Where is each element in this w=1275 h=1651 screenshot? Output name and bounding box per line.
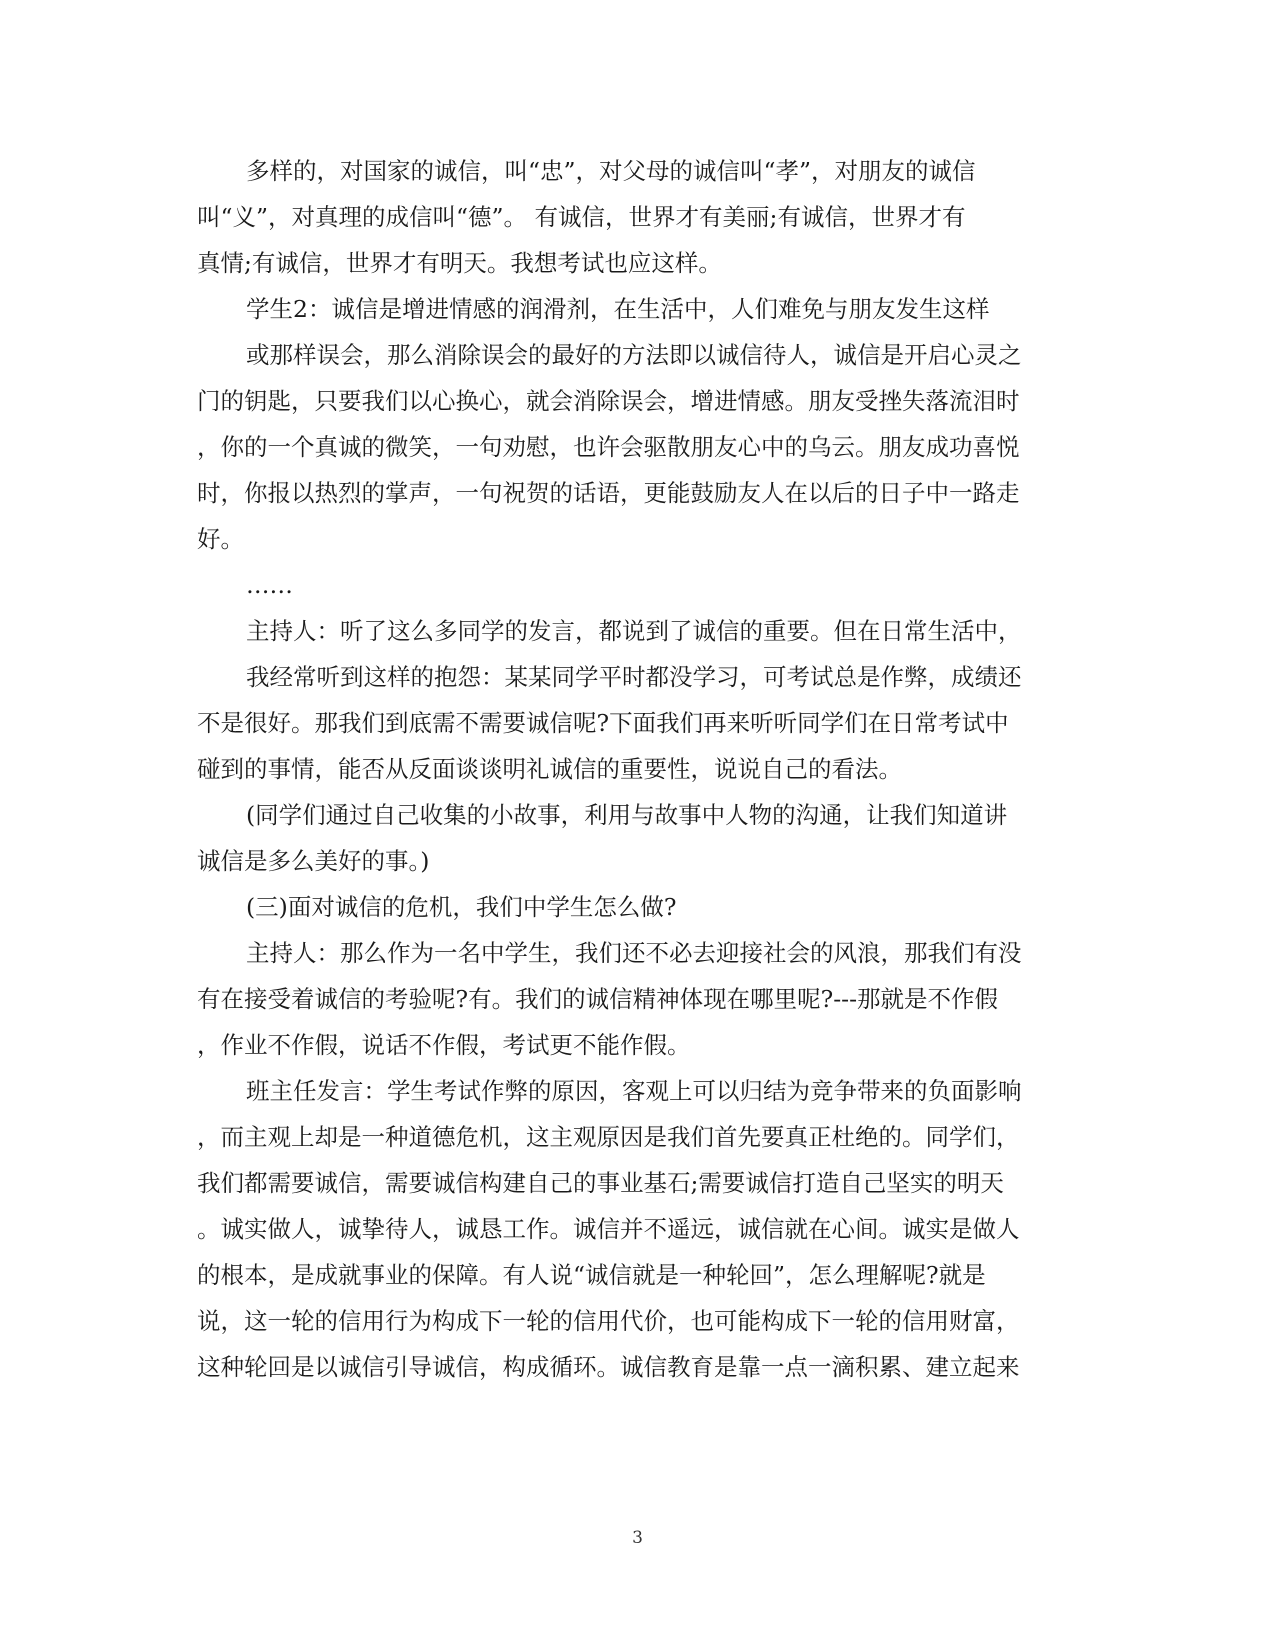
text-line: 学生2：诚信是增进情感的润滑剂，在生活中，人们难免与朋友发生这样 (246, 295, 990, 323)
text-line: 我们都需要诚信，需要诚信构建自己的事业基石;需要诚信打造自己坚实的明天 (197, 1169, 1004, 1197)
text-line: 多样的，对国家的诚信，叫“忠”，对父母的诚信叫“孝”，对朋友的诚信 (246, 157, 976, 185)
text-line: 的根本，是成就事业的保障。有人说“诚信就是一种轮回”，怎么理解呢?就是 (197, 1261, 986, 1289)
text-line: ，而主观上却是一种道德危机，这主观原因是我们首先要真正杜绝的。同学们， (197, 1123, 1020, 1151)
text-line: 主持人：听了这么多同学的发言，都说到了诚信的重要。但在日常生活中， (246, 617, 1022, 645)
text-line: 好。 (197, 525, 244, 553)
text-line: 说，这一轮的信用行为构成下一轮的信用代价，也可能构成下一轮的信用财富， (197, 1307, 1020, 1335)
text-line: ，你的一个真诚的微笑，一句劝慰，也许会驱散朋友心中的乌云。朋友成功喜悦 (197, 433, 1020, 461)
text-line: 主持人：那么作为一名中学生，我们还不必去迎接社会的风浪，那我们有没 (246, 939, 1022, 967)
text-line: ，作业不作假，说话不作假，考试更不能作假。 (197, 1031, 691, 1059)
text-line: 不是很好。那我们到底需不需要诚信呢?下面我们再来听听同学们在日常考试中 (197, 709, 1009, 737)
text-line: 我经常听到这样的抱怨：某某同学平时都没学习，可考试总是作弊，成绩还 (246, 663, 1022, 691)
text-line: 叫“义”，对真理的成信叫“德”。 有诚信，世界才有美丽;有诚信，世界才有 (197, 203, 966, 231)
page-number: 3 (632, 1528, 643, 1548)
section-heading: (三)面对诚信的危机，我们中学生怎么做? (246, 893, 677, 921)
text-line: 班主任发言：学生考试作弊的原因，客观上可以归结为竞争带来的负面影响 (246, 1077, 1022, 1105)
text-line: 或那样误会，那么消除误会的最好的方法即以诚信待人，诚信是开启心灵之 (246, 341, 1022, 369)
ellipsis-line: …… (246, 571, 293, 599)
text-line: (同学们通过自己收集的小故事，利用与故事中人物的沟通，让我们知道讲 (246, 801, 1008, 829)
text-line: 有在接受着诚信的考验呢?有。我们的诚信精神体现在哪里呢?---那就是不作假 (197, 985, 999, 1013)
text-line: 诚信是多么美好的事。) (197, 847, 430, 875)
text-line: 时，你报以热烈的掌声，一句祝贺的话语，更能鼓励友人在以后的日子中一路走 (197, 479, 1020, 507)
text-line: 。诚实做人，诚挚待人，诚恳工作。诚信并不遥远，诚信就在心间。诚实是做人 (197, 1215, 1020, 1243)
text-line: 这种轮回是以诚信引导诚信，构成循环。诚信教育是靠一点一滴积累、建立起来 (197, 1353, 1020, 1381)
text-line: 碰到的事情，能否从反面谈谈明礼诚信的重要性，说说自己的看法。 (197, 755, 902, 783)
text-line: 门的钥匙，只要我们以心换心，就会消除误会，增进情感。朋友受挫失落流泪时 (197, 387, 1020, 415)
text-line: 真情;有诚信，世界才有明天。我想考试也应这样。 (197, 249, 722, 277)
